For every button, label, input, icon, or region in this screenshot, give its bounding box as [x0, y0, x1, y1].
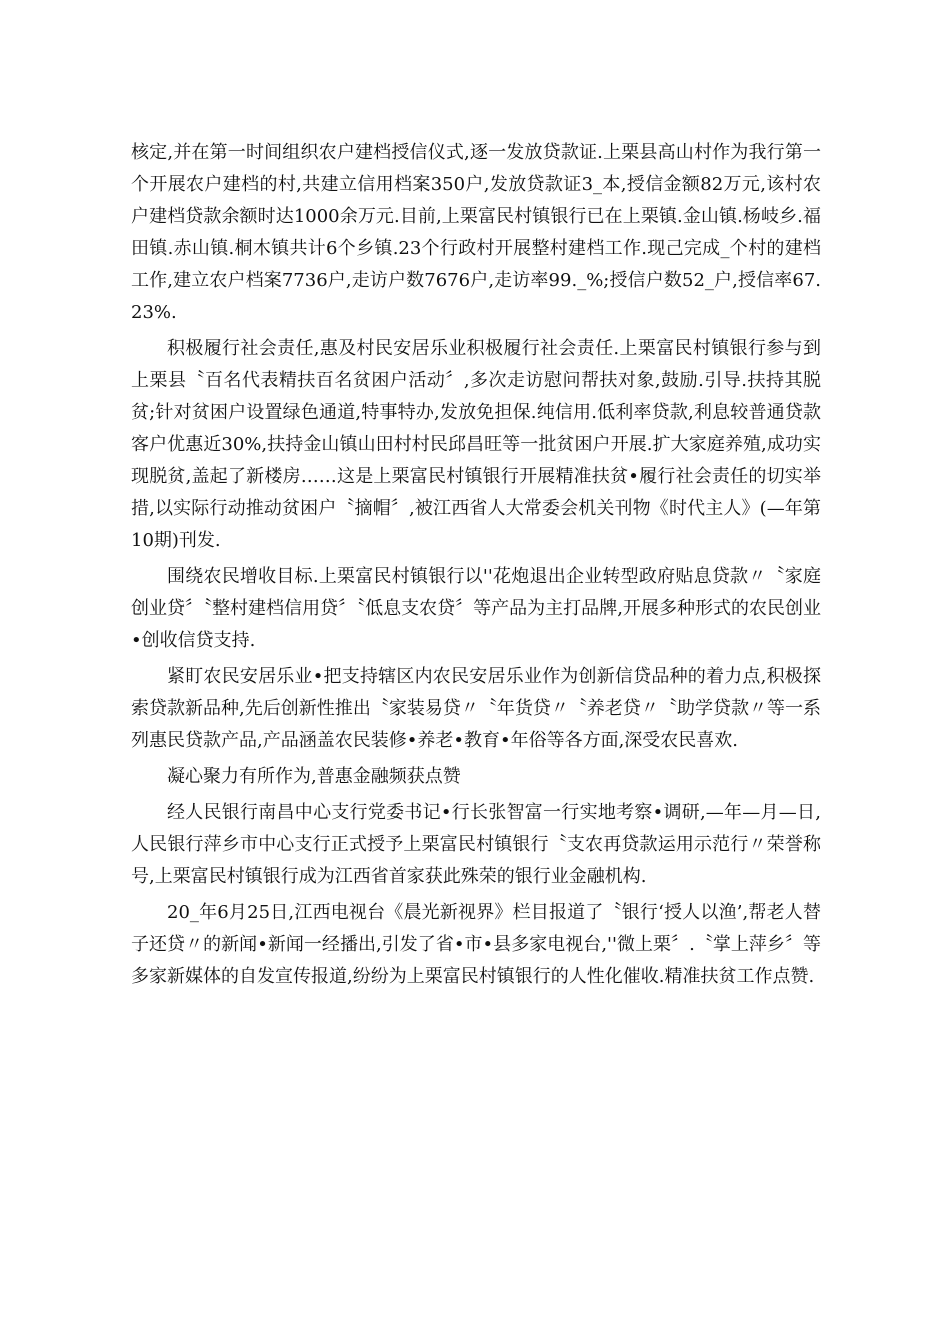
section-heading: 凝心聚力有所作为,普惠金融频获点赞	[167, 766, 461, 787]
paragraph-media-report: 20_年6月25日,江西电视台《晨光新视界》栏目报道了〝银行‘授人以渔’,帮老人替子还贷〃的新闻•新闻一经播出,引发了省•市•县多家电视台,''微上栗〞.〝掌上萍乡〞等多家新媒体的自发宣传报道,纷纷为上栗富民村镇银行的人性化催收.精准扶贫工作点赞.	[131, 902, 821, 987]
document-body	[131, 137, 821, 997]
paragraph-farmer-living: 紧盯农民安居乐业•把支持辖区内农民安居乐业作为创新信贷品种的着力点,积极探索贷款新品种,先后创新性推出〝家装易贷〃〝年货贷〃〝养老贷〃〝助学贷款〃等一系列惠民贷款产品,产品涵盖农民装修•养老•教育•年俗等各方面,深受农民喜欢.	[131, 666, 821, 751]
paragraph-farmer-income: 围绕农民增收目标.上栗富民村镇银行以''花炮退出企业转型政府贴息贷款〃〝家庭创业贷〞〝整村建档信用贷〞〝低息支农贷〞等产品为主打品牌,开展多种形式的农民创业•创收信贷支持.	[131, 566, 821, 651]
paragraph-continued: 核定,并在第一时间组织农户建档授信仪式,逐一发放贷款证.上栗县高山村作为我行第一个开展农户建档的村,共建立信用档案350户,发放贷款证3_本,授信金额82万元,该村农户建档贷款余额时达1000余万元.目前,上栗富民村镇银行已在上栗镇.金山镇.杨岐乡.福田镇.赤山镇.桐木镇共计6个乡镇.23个行政村开展整村建档工作.现己完成_个村的建档工作,建立农户档案7736户,走访户数7676户,走访率99._%;授信户数52_户,授信率67.23%.	[131, 142, 821, 323]
paragraph-honor: 经人民银行南昌中心支行党委书记•行长张智富一行实地考察•调研,—年—月—日,人民银行萍乡市中心支行正式授予上栗富民村镇银行〝支农再贷款运用示范行〃荣誉称号,上栗富民村镇银行成为江西省首家获此殊荣的银行业金融机构.	[131, 802, 821, 887]
paragraph-social-responsibility: 积极履行社会责任,惠及村民安居乐业积极履行社会责任.上栗富民村镇银行参与到上栗县〝百名代表精扶百名贫困户活动〞,多次走访慰问帮扶对象,鼓励.引导.扶持其脱贫;针对贫困户设置绿色通道,特事特办,发放免担保.纯信用.低利率贷款,利息较普通贷款客户优惠近30%,扶持金山镇山田村村民邱昌旺等一批贫困户开展.扩大家庭养殖,成功实现脱贫,盖起了新楼房……这是上栗富民村镇银行开展精准扶贫•履行社会责任的切实举措,以实际行动推动贫困户〝摘帽〞,被江西省人大常委会机关刊物《时代主人》(—年第10期)刊发.	[131, 338, 821, 551]
